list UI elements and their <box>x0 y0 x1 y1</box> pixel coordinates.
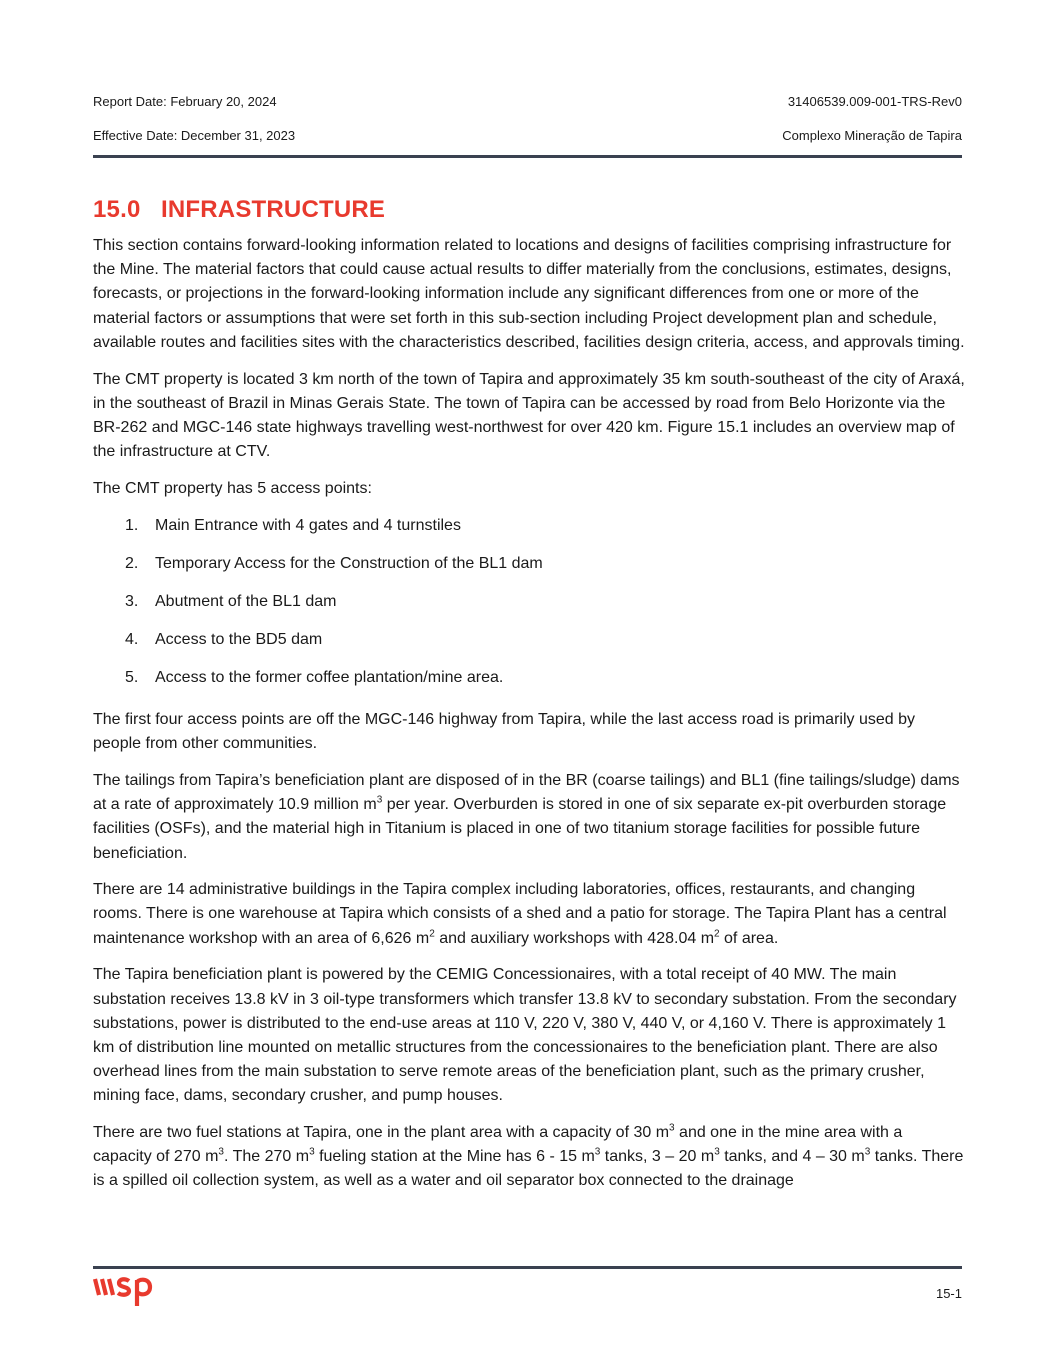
list-item-number: 4. <box>125 630 139 648</box>
header-row-top <box>93 94 962 109</box>
list-item-text: Temporary Access for the Construction of the BL1 dam <box>155 554 543 572</box>
footer-divider <box>93 1266 962 1269</box>
paragraph-buildings: There are 14 administrative buildings in the Tapira complex including laboratories, offices, restaurants, and changing rooms. There is one warehouse at Tapira which consists of a shed and a patio for storage. The Tapira Plant has a central maintenance workshop with an area of 6,626 $m^2$ and auxiliary workshops with 428.04 $m^2$ of area. <box>93 881 947 947</box>
paragraph-fuel: There are two fuel stations at Tapira, one in the plant area with a capacity of 30 $m^3$ and one in the mine area with a capacity of 270 $m^3$. The 270 $m^3$ fueling station at the Mine has 6 - 15 $m^3$ tanks, 3 – 20 $m^3$ tanks, and 4 – 30 $m^3$ tanks. There is a spilled oil collection system, as well as a water and oil separator box connected to the drainage <box>93 1122 964 1190</box>
paragraph-power: The Tapira beneficiation plant is powered by the CEMIG Concessionaires, with a total receipt of 40 MW. The main substation receives 13.8 kV in 3 oil-type transformers which transfer 13.8 kV to secondary substation. From the secondary substations, power is distributed to the end-use areas at 110 V, 220 V, 380 V, 440 V, or 4,160 V. There is approximately 1 km of distribution line mounted on metallic structures from the concessionaires to the beneficiation plant. There are also overhead lines from the main substation to serve remote areas of the beneficiation plant, such as the primary crusher, mining face, dams, secondary crusher, and pump houses. <box>93 966 957 1105</box>
paragraph-location: The CMT property is located 3 km north of the town of Tapira and approximately 35 km south-southeast of the city of Araxá, in the southeast of Brazil in Minas Gerais State. The town of Tapira can be accessed by road from Belo Horizonte via the BR-262 and MGC-146 state highways travelling west-northwest for over 420 km. Figure 15.1 includes an overview map of the infrastructure at CTV. <box>93 370 965 461</box>
page-number: 15-1 <box>935 1286 962 1301</box>
list-item <box>93 666 965 696</box>
list-item-number: 1. <box>125 516 139 534</box>
list-item <box>93 590 965 628</box>
report-date: Report Date: February 20, 2024 <box>93 94 277 109</box>
header-divider <box>93 155 962 158</box>
access-points-list <box>93 514 965 696</box>
section-heading <box>93 196 385 224</box>
list-item <box>93 628 965 666</box>
section-number: 15.0 <box>93 196 141 223</box>
list-item-text: Main Entrance with 4 gates and 4 turnstiles <box>155 516 461 534</box>
paragraph-tailings: The tailings from Tapira’s beneficiation plant are disposed of in the BR (coarse tailings) and BL1 (fine tailings/sludge) dams at a rate of approximately 10.9 million $m^3$ per year. Overburden is stored in one of six separate ex-pit overburden storage facilities (OSFs), and the material high in Titanium is placed in one of two titanium storage facilities for possible future beneficiation. <box>93 771 960 862</box>
paragraph-forward-looking: This section contains forward-looking information related to locations and designs of facilities comprising infrastructure for the Mine. The material factors that could cause actual results to differ materially from the conclusions, estimates, designs, forecasts, or projections in the forward-looking information include any significant differences from one or more of the material factors or assumptions that were set forth in this sub-section including Project development plan and schedule, available routes and facilities sites with the characteristics described, facilities design criteria, access, and approvals timing. <box>93 237 965 351</box>
list-item-text: Access to the BD5 dam <box>155 630 323 648</box>
section-title: INFRASTRUCTURE <box>161 196 386 223</box>
section-body <box>93 234 965 1206</box>
paragraph-access-usage: The first four access points are off the MGC-146 highway from Tapira, while the last access road is primarily used by people from other communities. <box>93 711 915 753</box>
effective-date: Effective Date: December 31, 2023 <box>93 128 296 143</box>
list-item-text: Abutment of the BL1 dam <box>155 592 337 610</box>
document-number: 31406539.009-001-TRS-Rev0 <box>787 94 962 109</box>
list-item-number: 3. <box>125 592 139 610</box>
wsp-logo <box>93 1273 157 1307</box>
list-item <box>93 514 965 552</box>
header-row-bottom <box>93 128 962 143</box>
list-item-number: 2. <box>125 554 139 572</box>
project-name: Complexo Mineração de Tapira <box>782 128 962 143</box>
list-item-number: 5. <box>125 668 139 686</box>
list-item-text: Access to the former coffee plantation/mine area. <box>155 668 504 686</box>
paragraph-access-intro: The CMT property has 5 access points: <box>93 479 372 497</box>
list-item <box>93 552 965 590</box>
